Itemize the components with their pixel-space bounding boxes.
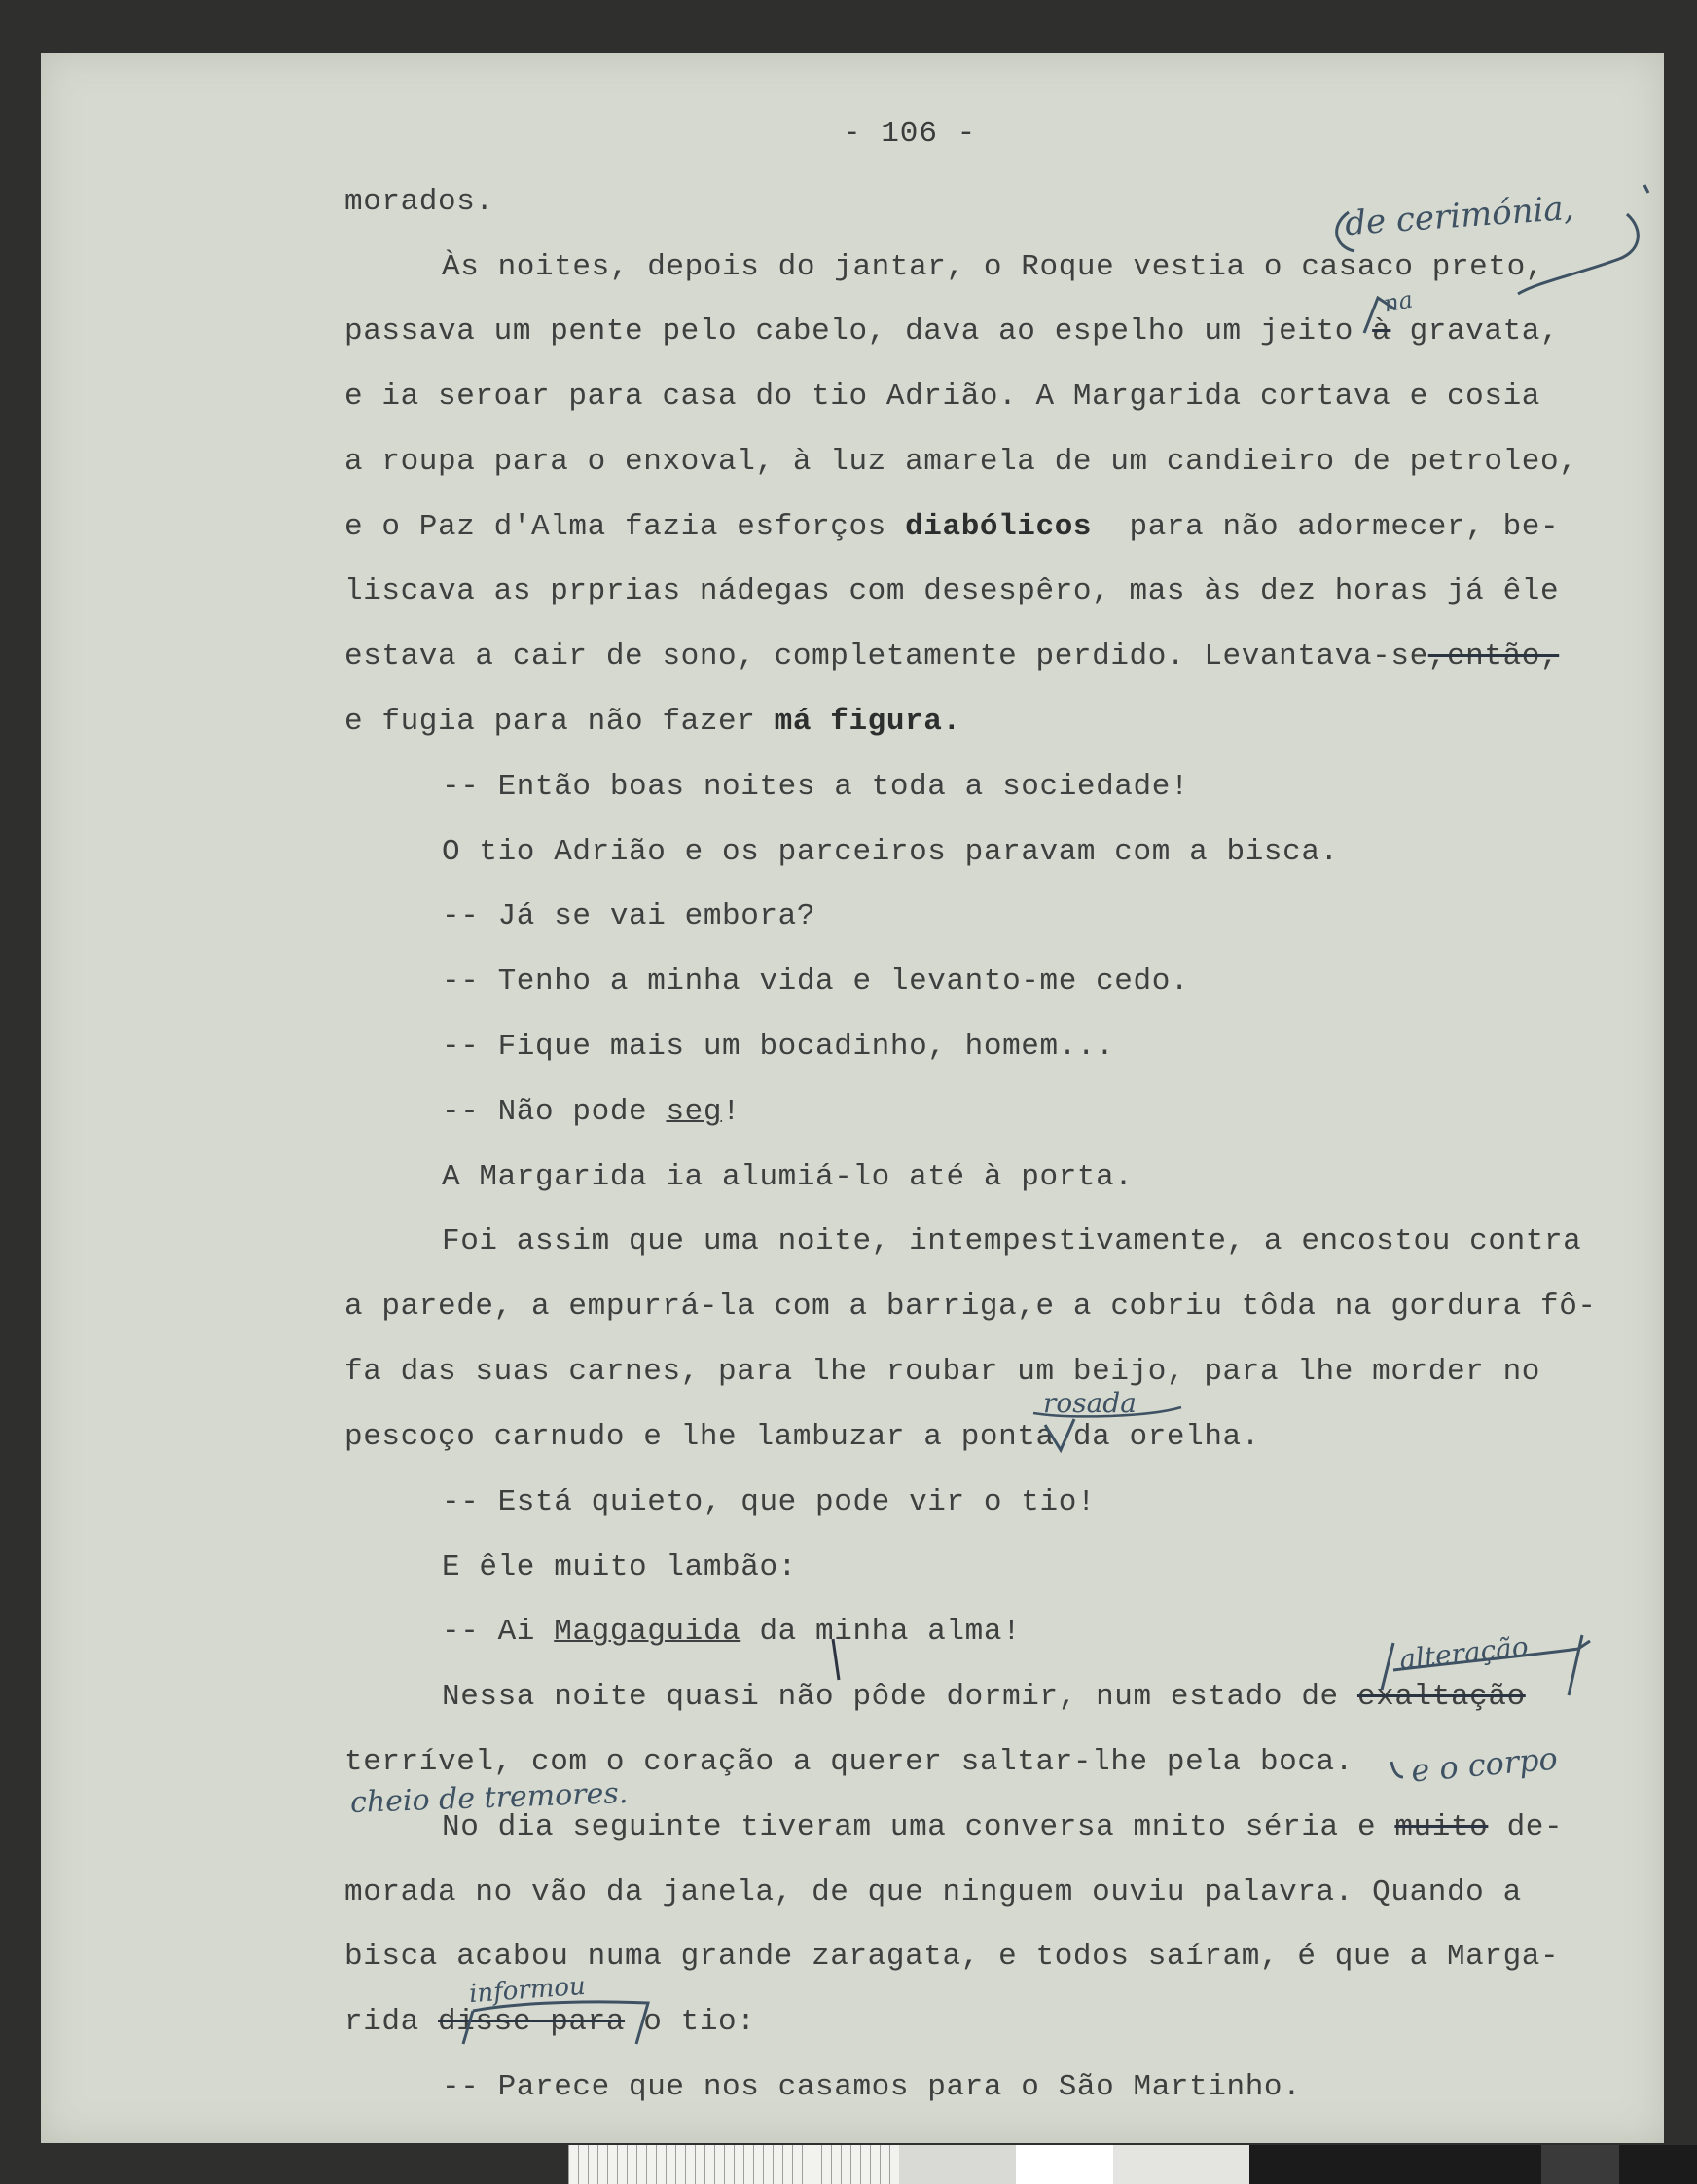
text-line: rida disse para o tio: [344, 2005, 756, 2039]
text-line: e fugia para não fazer má figura. [344, 705, 961, 739]
text-line: morada no vão da janela, de que ninguem ouviu palavra. Quando a [344, 1875, 1522, 1910]
struck-word: exaltação [1356, 1680, 1526, 1714]
scale-ruler [568, 2145, 1697, 2184]
text-line: -- Está quieto, que pode vir o tio! [442, 1485, 1097, 1519]
handwritten-insertion: na [1381, 285, 1415, 318]
text-line: passava um pente pelo cabelo, dava ao espelho um jeito à gravata, [344, 314, 1560, 348]
text-line: -- Tenho a minha vida e levanto-me cedo. [442, 965, 1190, 999]
text-line: Às noites, depois do jantar, o Roque vestia o casaco preto, [442, 250, 1544, 284]
text-line: -- Então boas noites a toda a sociedade! [442, 770, 1190, 804]
text-line: pescoço carnudo e lhe lambuzar a ponta da orelha. [344, 1420, 1260, 1454]
text-line: No dia seguinte tiveram uma conversa mnito séria e muito de- [442, 1810, 1564, 1844]
text-line: A Margarida ia alumiá-lo até à porta. [442, 1160, 1134, 1194]
bold-word: má figura. [774, 705, 961, 739]
page-number: - 106 - [843, 117, 977, 151]
struck-word: muito [1394, 1810, 1489, 1844]
handwritten-insertion: rosada [1043, 1387, 1137, 1419]
text-line: estava a cair de sono, completamente perdido. Levantava-se,então, [344, 639, 1560, 673]
struck-word: à [1372, 314, 1391, 348]
text-line: a roupa para o enxoval, à luz amarela de um candieiro de petroleo, [344, 445, 1578, 479]
struck-word: disse para [438, 2005, 626, 2039]
struck-word: ,então, [1427, 639, 1560, 673]
text-line: Nessa noite quasi não pôde dormir, num estado de exaltação [442, 1680, 1526, 1714]
text-line: liscava as prprias nádegas com desespêro, mas às dez horas já êle [344, 574, 1560, 608]
text-line: -- Parece que nos casamos para o São Martinho. [442, 2070, 1302, 2104]
text-line: Foi assim que uma noite, intempestivamente, a encostou contra [442, 1224, 1582, 1258]
text-line: O tio Adrião e os parceiros paravam com a bisca. [442, 835, 1339, 869]
underlined-word: Maggaguida [554, 1615, 741, 1649]
text-line: terrível, com o coração a querer saltar-lhe pela boca. [344, 1745, 1354, 1779]
text-line: e ia seroar para casa do tio Adrião. A Margarida cortava e cosia [344, 380, 1540, 414]
text-line: e o Paz d'Alma fazia esforços diabólicos para não adormecer, be- [344, 510, 1560, 544]
text-line: a parede, a empurrá-la com a barriga,e a cobriu tôda na gordura fô- [344, 1290, 1597, 1324]
text-line: fa das suas carnes, para lhe roubar um beijo, para lhe morder no [344, 1355, 1540, 1389]
text-line: -- Já se vai embora? [442, 899, 816, 933]
text-line: morados. [344, 185, 494, 219]
text-line: E êle muito lambão: [442, 1550, 797, 1584]
handwritten-insertion: informou [468, 1971, 587, 2010]
text-line: -- Ai Maggaguida da minha alma! [442, 1615, 1022, 1649]
bold-word: diabólicos [905, 510, 1093, 544]
text-line: bisca acabou numa grande zaragata, e todos saíram, é que a Marga- [344, 1940, 1560, 1974]
handwritten-insertion: alteração [1397, 1630, 1531, 1676]
handwritten-insertion: e o corpo [1409, 1739, 1560, 1790]
handwritten-insertion: de cerimónia, [1343, 188, 1575, 244]
underlined-word: seg [666, 1095, 723, 1129]
text-line: -- Fique mais um bocadinho, homem... [442, 1030, 1115, 1064]
handwritten-insertion: cheio de tremores. [349, 1776, 629, 1820]
text-line: -- Não pode seg! [442, 1095, 741, 1129]
